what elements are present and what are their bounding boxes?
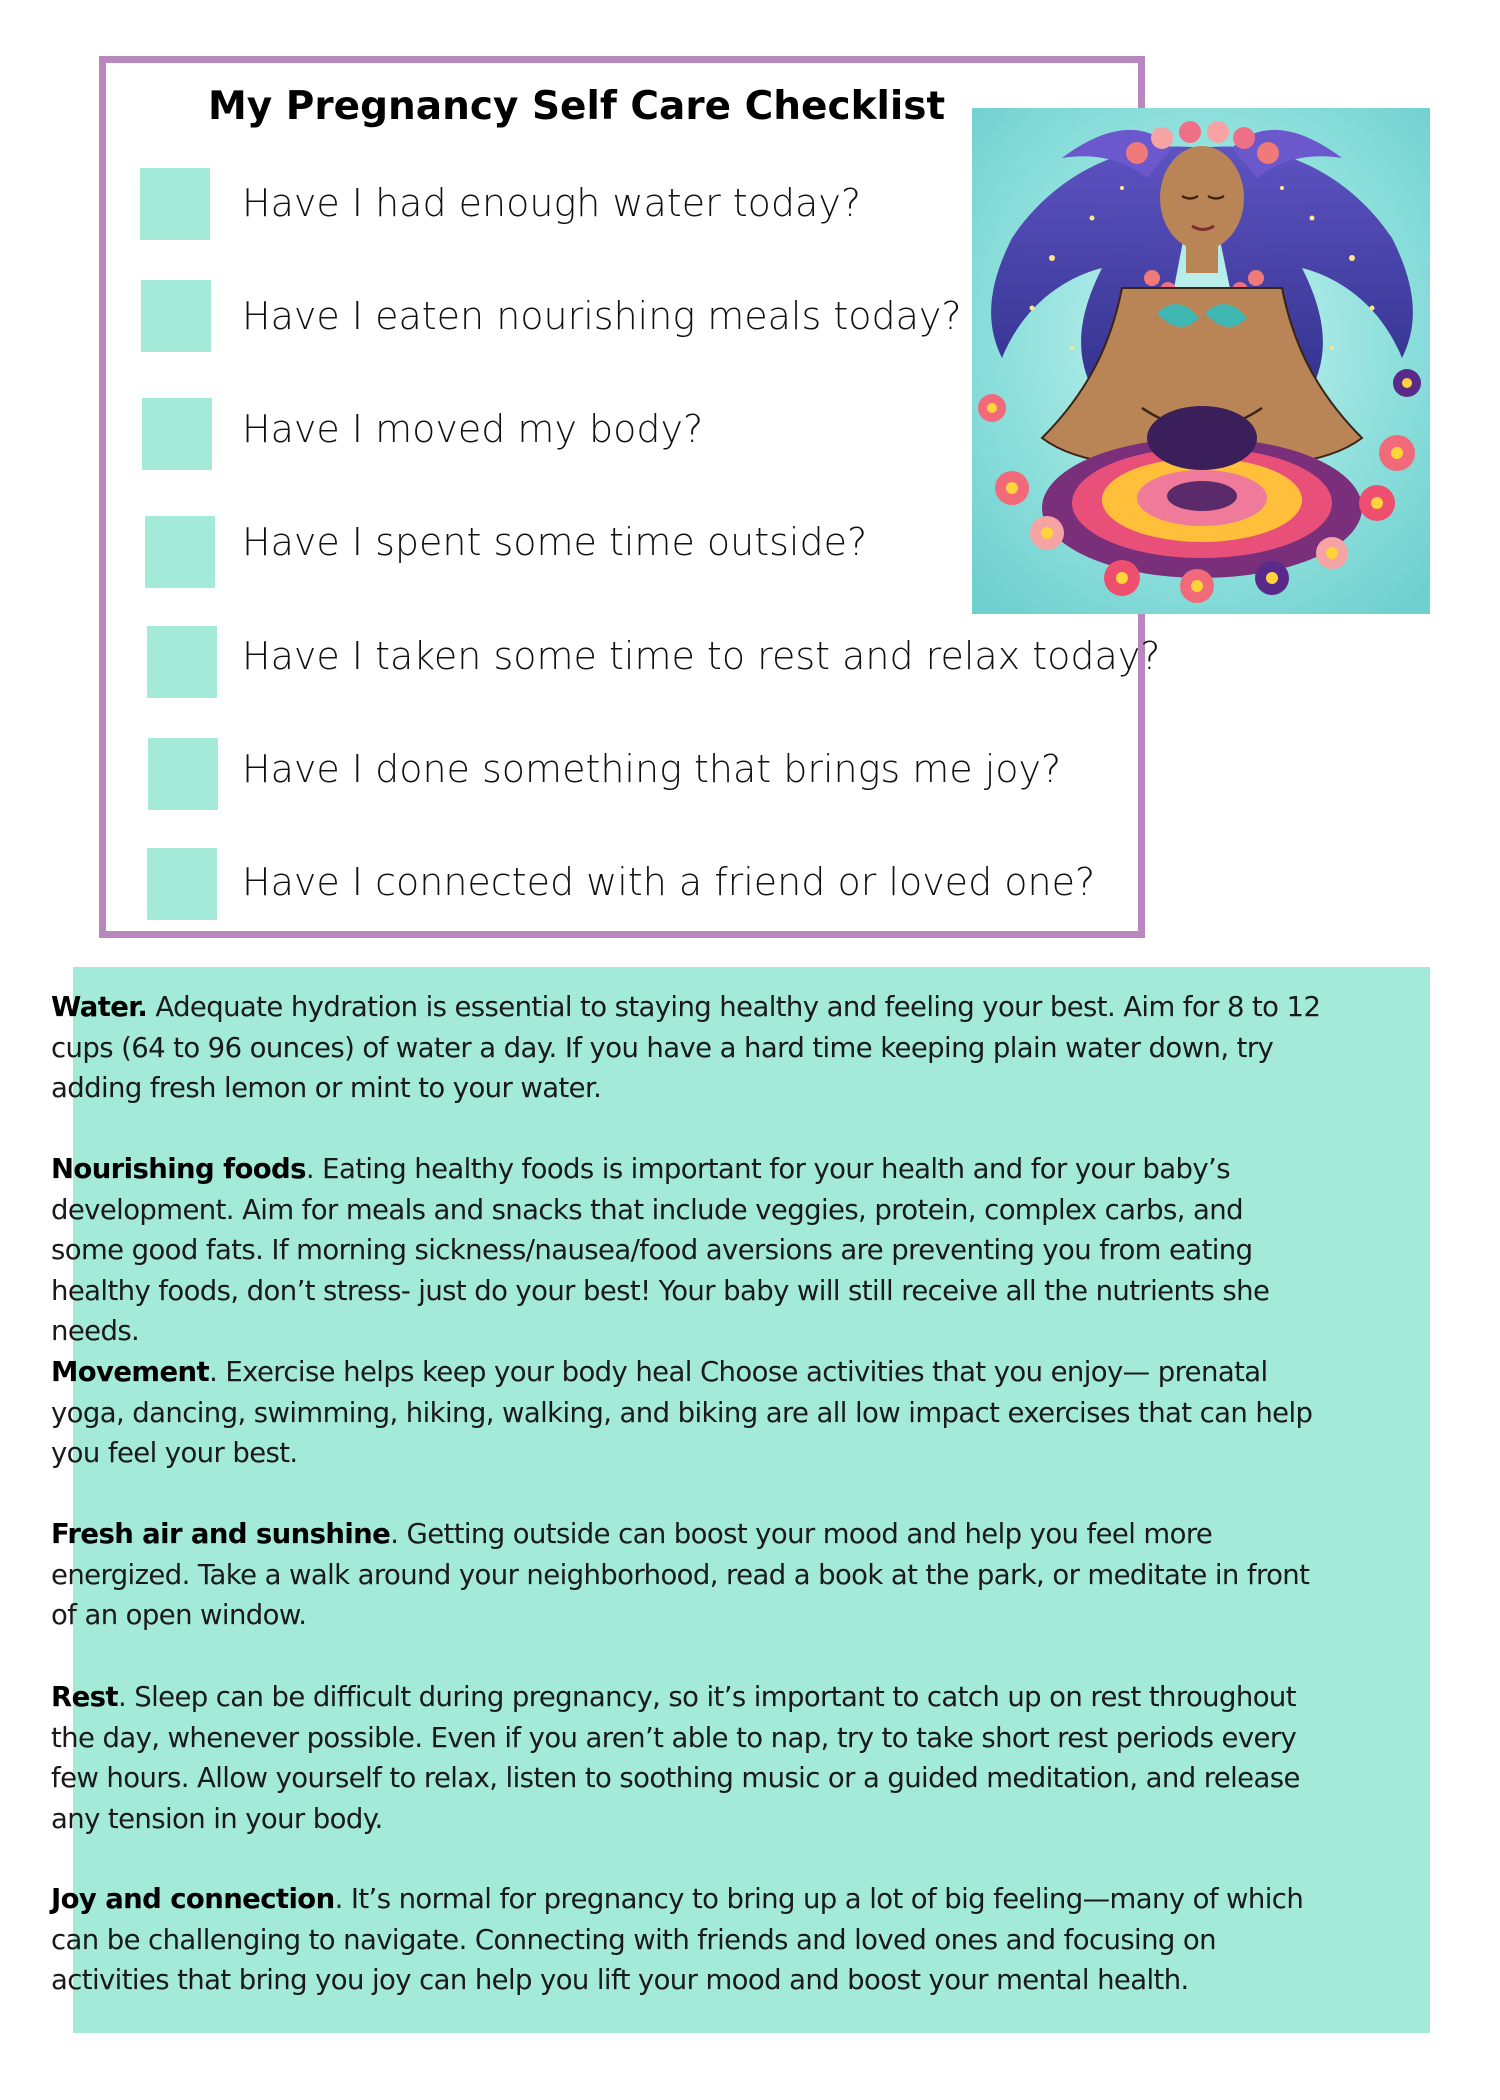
info-joy-connection-text: . It’s normal for pregnancy to bring up a lot of big feeling—many of which can be challenging to navigate. Connecting with friends and loved ones and focusing on activities that bring you joy can help you lift your mood and boost your mental health. bbox=[51, 1883, 1304, 1996]
info-rest bbox=[51, 1677, 1321, 1839]
info-nourishing-foods-text: . Eating healthy foods is important for your health and for your baby’s development. Aim for meals and snacks that include veggies, protein, complex carbs, and some good fats. If morning sickness/nausea/food aversions are preventing you from eating healthy foods, don’t stress- just do your best! Your baby will still receive all the nutrients she needs. bbox=[51, 1153, 1270, 1347]
checkbox-joy[interactable] bbox=[148, 738, 218, 810]
info-movement bbox=[51, 1352, 1321, 1474]
checklist-item-outside: Have I spent some time outside? bbox=[242, 520, 868, 564]
info-water bbox=[51, 987, 1321, 1109]
info-rest-term: Rest bbox=[51, 1681, 118, 1713]
checklist-item-meals: Have I eaten nourishing meals today? bbox=[242, 294, 962, 338]
checklist-title: My Pregnancy Self Care Checklist bbox=[208, 84, 946, 129]
meditating-woman-icon bbox=[972, 108, 1430, 614]
info-nourishing-foods-term: Nourishing foods bbox=[51, 1153, 306, 1185]
checkbox-meals[interactable] bbox=[141, 280, 211, 352]
checklist-item-rest: Have I taken some time to rest and relax today? bbox=[242, 634, 1161, 678]
info-water-text: Adequate hydration is essential to staying healthy and feeling your best. Aim for 8 to 12 cups (64 to 96 ounces) of water a day. If you have a hard time keeping plain water down, try adding fresh lemon or mint to your water. bbox=[51, 991, 1321, 1104]
info-joy-connection-term: Joy and connection bbox=[51, 1883, 335, 1915]
pregnancy-illustration bbox=[972, 108, 1430, 614]
info-fresh-air-text: . Getting outside can boost your mood and help you feel more energized. Take a walk around your neighborhood, read a book at the park, or meditate in front of an open window. bbox=[51, 1518, 1310, 1631]
checklist-item-water: Have I had enough water today? bbox=[242, 181, 861, 225]
checkbox-water[interactable] bbox=[140, 168, 210, 240]
checklist-item-movement: Have I moved my body? bbox=[242, 407, 704, 451]
checklist-item-connection: Have I connected with a friend or loved one? bbox=[242, 860, 1096, 904]
checkbox-rest[interactable] bbox=[147, 626, 217, 698]
info-joy-connection bbox=[51, 1879, 1321, 2001]
checkbox-outside[interactable] bbox=[145, 516, 215, 588]
info-movement-term: Movement bbox=[51, 1356, 210, 1388]
checkbox-connection[interactable] bbox=[147, 848, 217, 920]
info-nourishing-foods bbox=[51, 1149, 1321, 1352]
checklist-item-joy: Have I done something that brings me joy? bbox=[242, 747, 1062, 791]
info-movement-text: . Exercise helps keep your body heal Choose activities that you enjoy— prenatal yoga, dancing, swimming, hiking, walking, and biking are all low impact exercises that can help you feel your best. bbox=[51, 1356, 1313, 1469]
info-fresh-air-term: Fresh air and sunshine bbox=[51, 1518, 391, 1550]
info-water-term: Water. bbox=[51, 991, 148, 1023]
self-care-info-panel bbox=[73, 967, 1430, 2033]
info-rest-text: . Sleep can be difficult during pregnancy, so it’s important to catch up on rest throughout the day, whenever possible. Even if you aren’t able to nap, try to take short rest periods every few hours. Allow yourself to relax, listen to soothing music or a guided meditation, and release any tension in your body. bbox=[51, 1681, 1300, 1835]
checkbox-movement[interactable] bbox=[142, 398, 212, 470]
info-fresh-air bbox=[51, 1514, 1321, 1636]
